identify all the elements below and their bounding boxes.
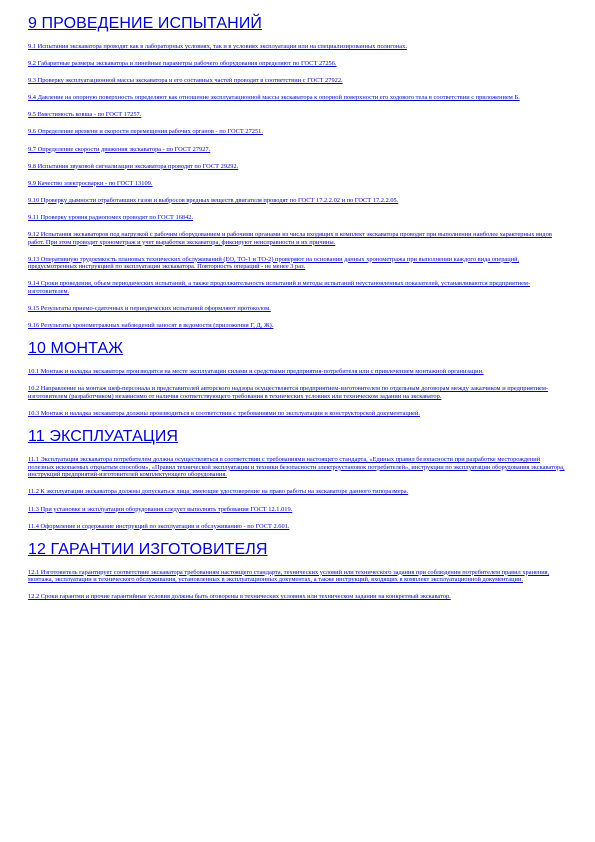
paragraph-9-4[interactable]: 9.4 Давление на опорную поверхность определяют как отношение эксплуатационной массы экскаватора к опорной поверхности его ходового тела в соответствии с приложением Б.: [28, 94, 520, 102]
section-title[interactable]: 11 ЭКСПЛУАТАЦИЯ: [28, 428, 179, 446]
paragraph-9-13[interactable]: 9.13 Оперативную трудоемкость плановых технических обслуживаний (ЕО, ТО-1 и ТО-2) проверяют на основании данных хронометража при выполнении каждого вида операций, предусмотренных инструкцией по эксплуатации экскаватора. Повторность операций - не менее 3 раз.: [28, 255, 520, 271]
section-11-operation: [28, 427, 565, 530]
paragraph-11-4[interactable]: 11.4 Оформление и содержание инструкций по эксплуатации и обслуживанию - по ГОСТ 2.601.: [28, 522, 290, 530]
section-9-testing: [28, 14, 565, 330]
paragraph-9-9[interactable]: 9.9 Качество электросварки - по ГОСТ 13109.: [28, 179, 153, 187]
paragraph-12-1[interactable]: 12.1 Изготовитель гарантирует соответствие экскаватора требованиям настоящего стандарта, технических условий или технического задания при соблюдении потребителем правил хранения, монтажа, эксплуатации и технического обслуживания, установленных в эксплуатационных документах, а также инструкций, входящих в комплект эксплуатационной документации.: [28, 568, 550, 584]
paragraph-9-11[interactable]: 9.11 Проверку уровня радиопомех проводят по ГОСТ 16842.: [28, 213, 194, 221]
paragraph-11-2[interactable]: 11.2 К эксплуатации экскаватора должны допускаться лица, имеющие удостоверение на право работы на экскаваторе данного типоразмера.: [28, 488, 409, 496]
paragraph-9-5[interactable]: 9.5 Вместимость ковша - по ГОСТ 17257.: [28, 111, 142, 119]
section-title[interactable]: 12 ГАРАНТИИ ИЗГОТОВИТЕЛЯ: [28, 540, 268, 558]
section-title[interactable]: 9 ПРОВЕДЕНИЕ ИСПЫТАНИЙ: [28, 15, 263, 32]
paragraph-9-8[interactable]: 9.8 Испытания звуковой сигнализации экскаватора проводят по ГОСТ 29292.: [28, 162, 239, 170]
section-12-warranty: [28, 540, 565, 601]
paragraph-10-3[interactable]: 10.3 Монтаж и наладка экскаватора должны производиться в соответствии с требованиями по эксплуатации и конструкторской документацией.: [28, 410, 421, 418]
section-title[interactable]: 10 МОНТАЖ: [28, 340, 124, 358]
paragraph-10-2[interactable]: 10.2 Направление на монтаж шеф-персонала и представителей авторского надзора осуществляется предприятием-изготовителем по отдельным договорам между заказчиком и предприятием-изготовителем (разработчиком) независимо от наличия соответствующего требования в технических условиях или техническом задании на экскаватор.: [28, 385, 549, 400]
section-10-installation: [28, 339, 565, 417]
paragraph-9-3[interactable]: 9.3 Проверку эксплуатационной массы экскаватора и его составных частей проводят в соответствии с ГОСТ 27922.: [28, 77, 343, 85]
paragraph-12-2[interactable]: 12.2 Сроки гарантии и прочие гарантийные условия должны быть оговорены в технических условиях или техническом задании на конкретный экскаватор.: [28, 593, 451, 601]
paragraph-9-16[interactable]: 9.16 Результаты хронометражных наблюдений заносят в ведомости (приложения Г, Д, Ж).: [28, 322, 274, 330]
paragraph-9-10[interactable]: 9.10 Проверку дымности отработавших газов и выбросов вредных веществ двигателя проводят по ГОСТ 17.2.2.02 и по ГОСТ 17.2.2.05.: [28, 196, 399, 204]
paragraph-11-1[interactable]: 11.1 Эксплуатация экскаватора потребителем должна осуществляться в соответствии с требованиями настоящего стандарта, «Единых правил безопасности при разработке месторождений полезных ископаемых открытым способом», «Правил технической эксплуатации и техники безопасности электроустановок потребителей», инструкции по эксплуатации оборудования экскаватора, инструкций предприятий-изготовителей комплектующего оборудования.: [28, 456, 565, 479]
paragraph-11-3[interactable]: 11.3 При установке и эксплуатации оборудования следует выполнять требования ГОСТ 12.1.019.: [28, 505, 293, 513]
paragraph-9-6[interactable]: 9.6 Определение времени и скорости перемещения рабочих органов - по ГОСТ 27251.: [28, 128, 263, 136]
paragraph-9-1[interactable]: 9.1 Испытания экскаватора проводят как в лабораторных условиях, так и в условиях эксплуатации или на специализированных полигонах.: [28, 43, 407, 50]
paragraph-9-15[interactable]: 9.15 Результаты приемо-сдаточных и периодических испытаний оформляют протоколом.: [28, 305, 271, 313]
paragraph-10-1[interactable]: 10.1 Монтаж и наладка экскаватора производятся на месте эксплуатации силами и средствами предприятия-потребителя или с привлечением монтажной организации.: [28, 368, 484, 376]
paragraph-9-12[interactable]: 9.12 Испытания экскаваторов под нагрузкой с рабочим оборудованием и рабочими органами из числа входящих в комплект экскаватора проводят при выполнении наиболее характерных видов работ. При этом проводят хронометраж и учет выработки экскаватора, фиксируют неисправности и их причины.: [28, 231, 552, 246]
paragraph-9-2[interactable]: 9.2 Габаритные размеры экскаватора и линейные параметры рабочего оборудования определяют по ГОСТ 27256.: [28, 60, 337, 68]
paragraph-9-14[interactable]: 9.14 Сроки проведения, объем периодических испытаний, а также продолжительность испытаний и методы испытаний неустановленных показателей, устанавливаются предприятием-изготовителем.: [28, 280, 531, 295]
paragraph-9-7[interactable]: 9.7 Определение скорости движения экскаватора - по ГОСТ 27927.: [28, 145, 211, 153]
